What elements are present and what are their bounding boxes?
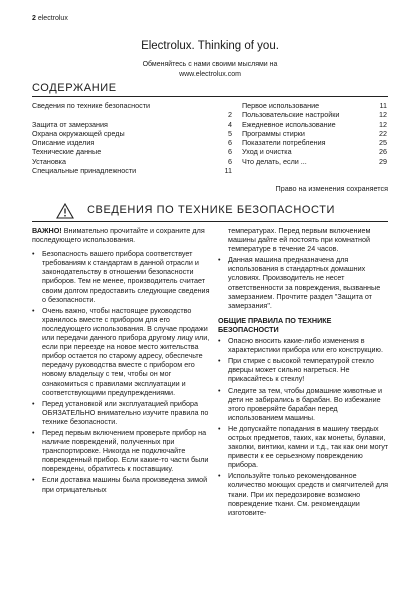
toc-item-label: Показатели потребления [242, 138, 326, 148]
toc-item[interactable] [32, 166, 232, 175]
list-item: • Перед установкой или эксплуатацией прибора ОБЯЗАТЕЛЬНО внимательно изучите правила по технике безопасности. [32, 399, 210, 426]
safety-list [32, 249, 210, 493]
toc-item-label: Ежедневное использование [242, 119, 336, 129]
toc-item-label: Первое использование [242, 101, 320, 110]
toc-item[interactable] [32, 157, 232, 166]
toc-item[interactable] [242, 138, 387, 147]
toc-item[interactable] [242, 129, 387, 138]
toc-item-page: 22 [379, 128, 387, 138]
toc-item[interactable] [32, 138, 232, 147]
general-rules-list [218, 336, 390, 517]
toc-item-page: 5 [228, 128, 232, 138]
general-rules-title: ОБЩИЕ ПРАВИЛА ПО ТЕХНИКЕ БЕЗОПАСНОСТИ [218, 315, 332, 334]
toc-divider [32, 96, 388, 97]
tagline: Electrolux. Thinking of you. [141, 40, 279, 52]
safety-list [218, 255, 390, 310]
intro-paragraph [32, 226, 210, 244]
brand-name: electrolux [37, 15, 68, 22]
page-header [32, 15, 68, 22]
safety-right-column [218, 226, 390, 517]
toc-item-page: 29 [379, 156, 387, 166]
website-link: www.electrolux.com [179, 70, 241, 78]
toc-item-label: Охрана окружающей среды [32, 128, 125, 138]
toc-item[interactable] [32, 129, 232, 138]
toc-item[interactable] [32, 101, 232, 110]
list-item: • Используйте только рекомендованное количество моющих средств и смягчителей для ткани. При их передозировке возможно повреждение ткани. См. рекомендации изготовите- [218, 471, 390, 516]
toc-item-page: 12 [379, 119, 387, 129]
continued-text: температурах. Перед первым включением машины дайте ей постоять при комнатной температуре в течение 24 часов. [228, 226, 371, 254]
share-text: Обменяйтесь с нами своими мыслями на [142, 61, 278, 68]
safety-left-column [32, 226, 210, 494]
toc-item[interactable] [242, 157, 387, 166]
toc-item[interactable] [32, 147, 232, 156]
page-number: 2 [32, 15, 36, 22]
toc-item-page: 4 [228, 119, 232, 129]
toc-item[interactable] [32, 120, 232, 129]
list-item: • Безопасность вашего прибора соответствует требованиям к стандартам в данной отрасли и законодательству в отношении безопасности приборов. Тем не менее, производитель считает своим долгом предоставить следующие сведения о безопасности. [32, 249, 210, 304]
list-item: • Очень важно, чтобы настоящее руководство хранилось вместе с прибором для его последующего использования. В случае продажи или передачи данного прибора другому лицу или, если при переезде на новое место жительства прибор остается по старому адресу, обеспечьте передачу руководства вместе с прибором его новому владельцу с тем, чтобы он мог ознакомиться с правилами эксплуатации и соответствующими предупреждениями. [32, 306, 210, 397]
toc-item-label: Сведения по технике безопасности [32, 101, 151, 110]
share-block [0, 60, 420, 79]
toc-item-label: Пользовательские настройки [242, 110, 340, 120]
toc-item-page: 6 [228, 138, 232, 148]
toc-item-page: 2 [228, 110, 232, 120]
list-item: • Опасно вносить какие-либо изменения в характеристики прибора или его конструкцию. [218, 336, 390, 354]
toc-item-label: Защита от замерзания [32, 119, 108, 129]
warning-triangle-icon [56, 203, 74, 219]
toc-item[interactable] [242, 101, 387, 110]
toc-item[interactable] [242, 110, 387, 119]
intro-text: Внимательно прочитайте и сохраните для последующего использования. [32, 226, 205, 245]
toc-item-page: 12 [379, 110, 387, 120]
toc-item-label: Установка [32, 156, 66, 166]
list-item: • Данная машина предназначена для использования в стандартных домашних условиях. Производитель не несет ответственности за повреждения, вызванные замерзанием. Прочтите раздел "Защита от замерзания". [218, 255, 390, 310]
list-item: • Не допускайте попадания в машину твердых острых предметов, таких, как монеты, булавки, заколки, винтики, камни и т.д., так как они могут привести к ее серьезному повреждению прибора. [218, 424, 390, 469]
list-item: • Перед первым включением проверьте прибор на наличие повреждений, полученных при транспортировке. Никогда не подключайте поврежденный прибор. Если какие-то части были повреждены, обратитесь к поставщику. [32, 428, 210, 473]
toc-item-label: Программы стирки [242, 128, 305, 138]
toc-right-column [242, 101, 387, 166]
section-divider [32, 221, 388, 222]
toc-item-page: 26 [379, 147, 387, 157]
toc-item-label: Уход и очистка [242, 147, 292, 157]
toc-item-label: Технические данные [32, 147, 102, 157]
toc-item-page: 11 [379, 101, 387, 110]
list-item: • Следите за тем, чтобы домашние животные и дети не забирались в барабан. Во избежание этого проверяйте барабан перед использованием машины. [218, 386, 390, 422]
toc-item-label: Описание изделия [32, 138, 95, 148]
toc-title: СОДЕРЖАНИЕ [32, 82, 117, 94]
section-title: СВЕДЕНИЯ ПО ТЕХНИКЕ БЕЗОПАСНОСТИ [87, 204, 336, 216]
toc-item[interactable] [32, 110, 232, 119]
toc-item-page: 6 [228, 147, 232, 157]
list-item: • При стирке с высокой температурой стекло дверцы может сильно нагреться. Не прикасайтесь к стеклу! [218, 356, 390, 383]
toc-item-label: Что делать, если ... [242, 156, 307, 166]
list-item: • Если доставка машины была произведена зимой при отрицательных [32, 475, 210, 493]
toc-item[interactable] [242, 147, 387, 156]
toc-item-page: 11 [224, 166, 232, 176]
toc-left-column [32, 101, 232, 175]
toc-item-label: Специальные принадлежности [32, 166, 137, 176]
toc-item[interactable] [242, 120, 387, 129]
toc-item-page: 6 [228, 156, 232, 166]
toc-item-page: 25 [379, 138, 387, 148]
rights-note: Право на изменения сохраняется [275, 184, 388, 193]
important-label: ВАЖНО! [32, 226, 62, 235]
